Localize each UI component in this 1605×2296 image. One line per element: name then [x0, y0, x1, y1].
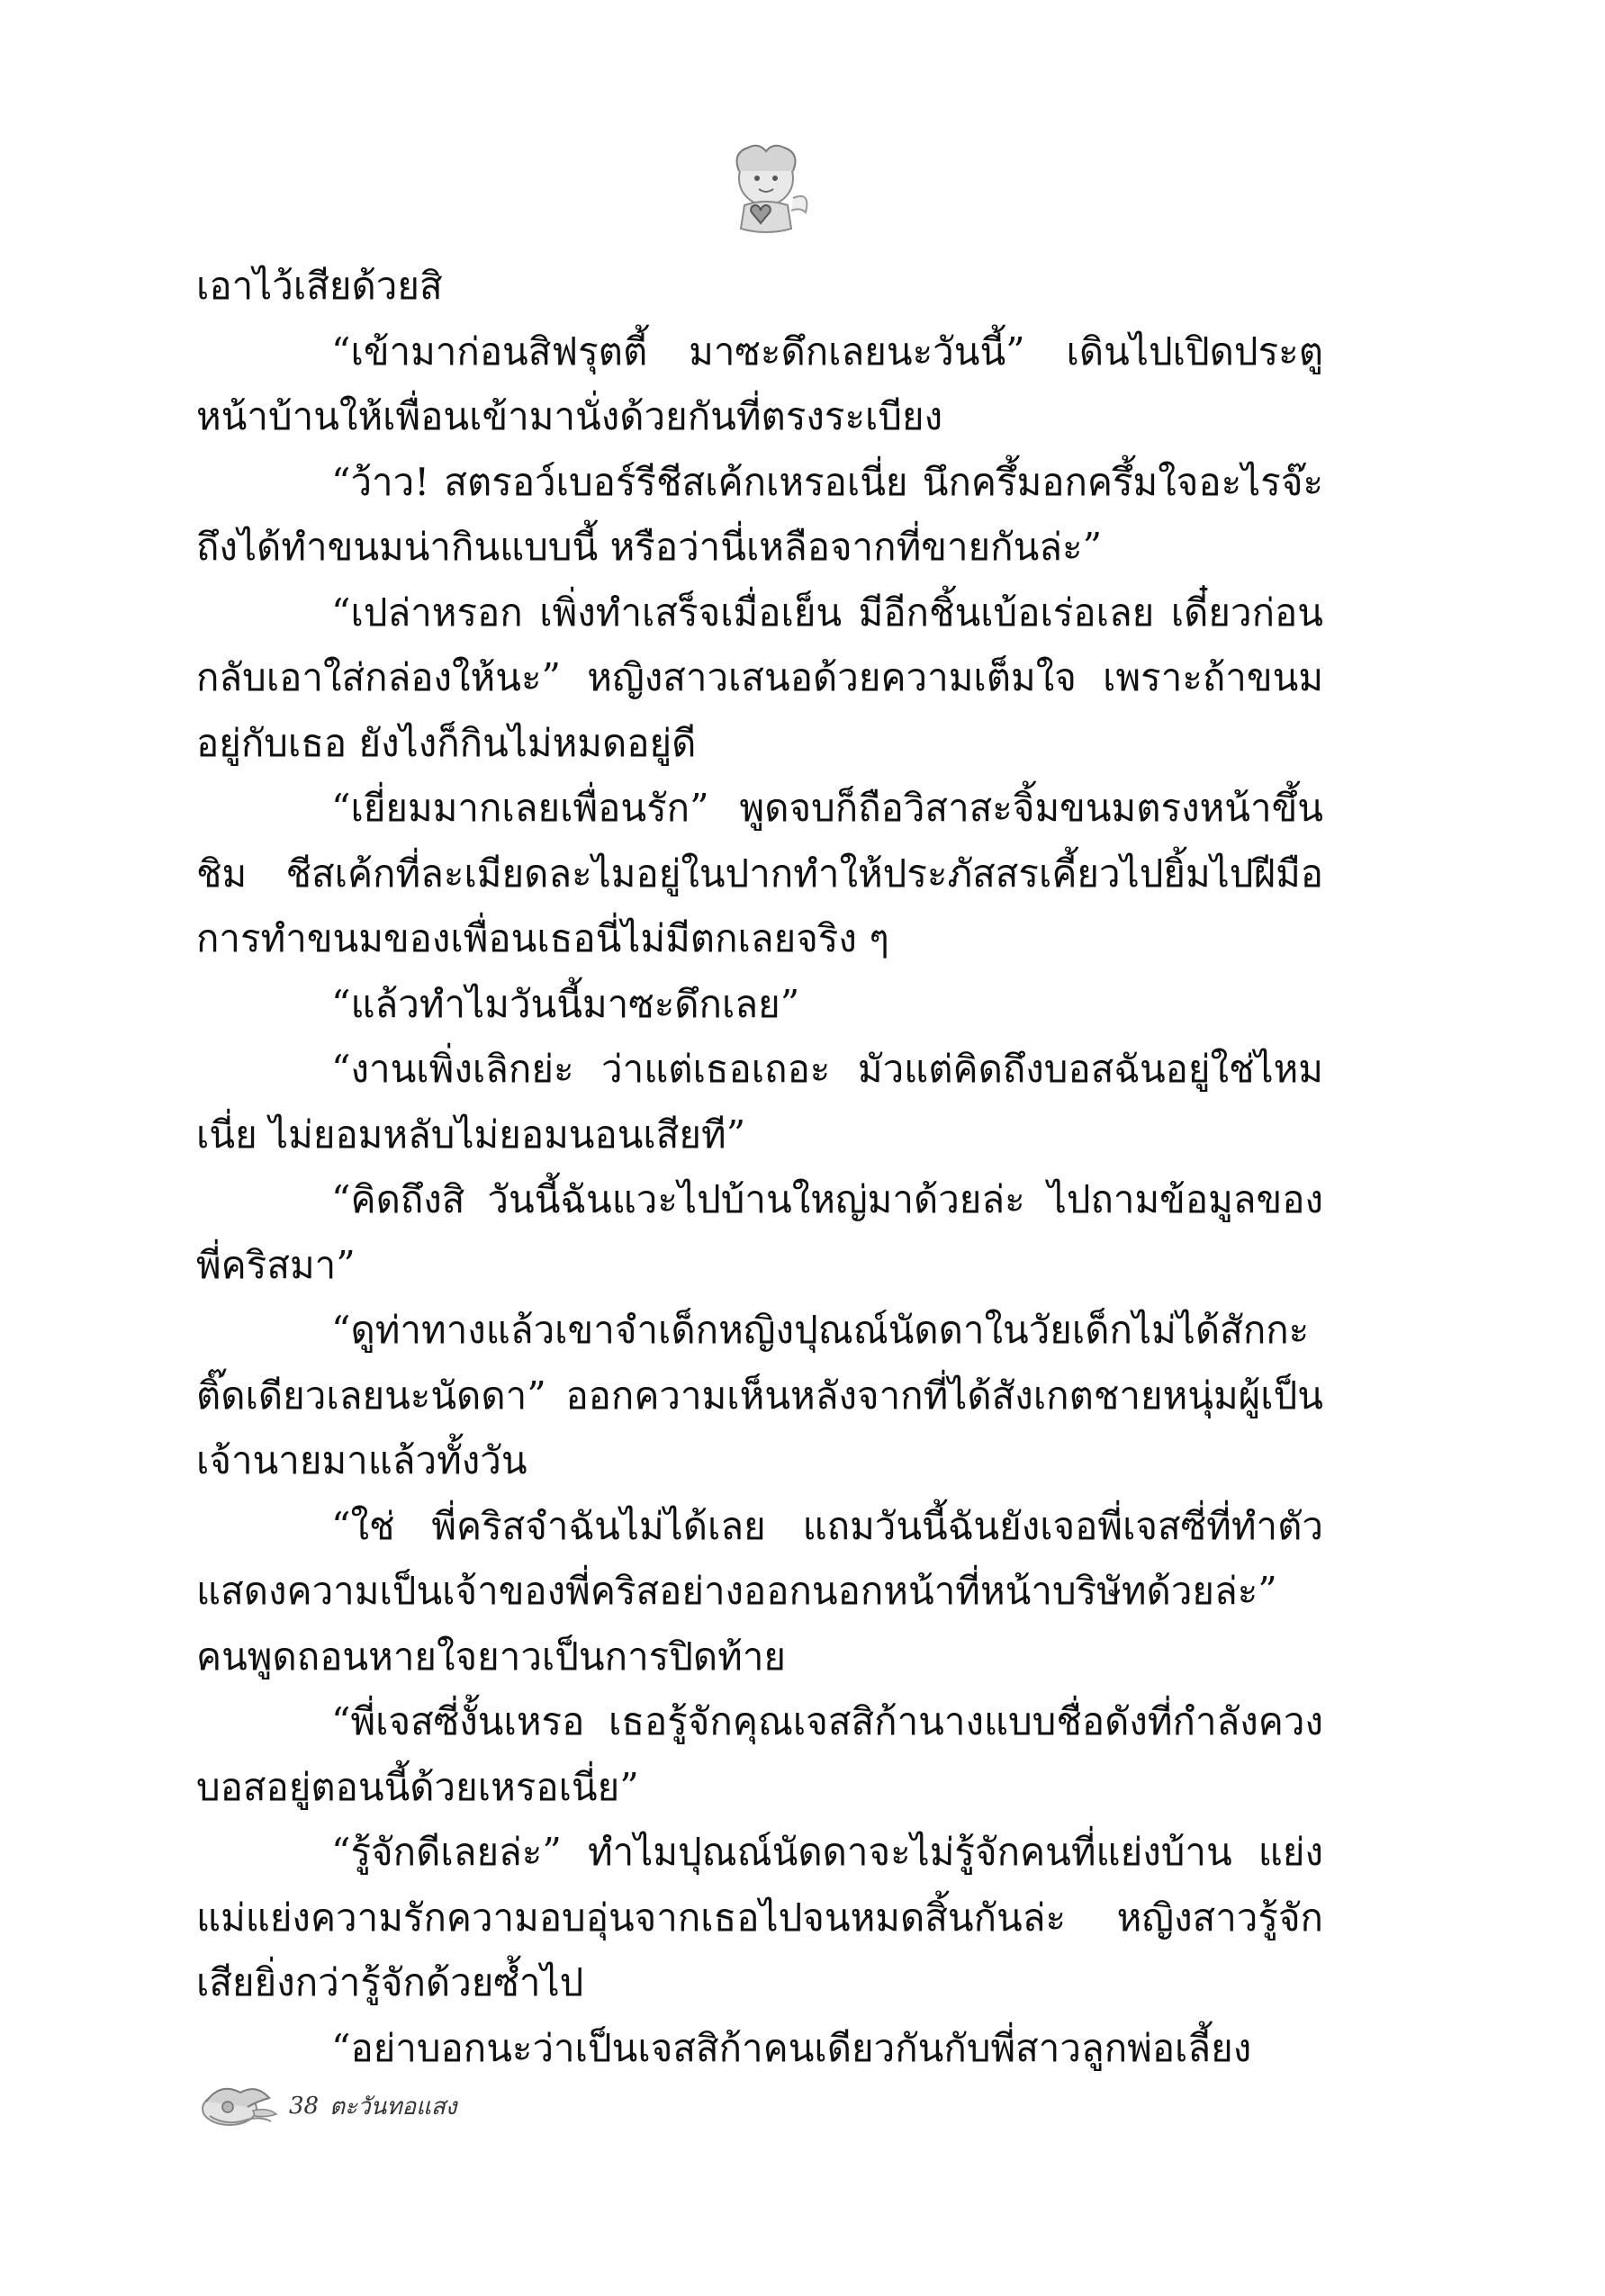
paragraph: เอาไว้เสียด้วยสิ: [196, 264, 443, 308]
page-footer: [194, 2070, 456, 2142]
paragraph: “รู้จักดีเลยล่ะ” ทำไมปุณณ์นัดดาจะไม่รู้จักคนที่แย่งบ้าน แย่งแม่แย่งความรักความอบอุ่นจากเธอไปจนหมดสิ้นกันล่ะ หญิงสาวรู้จักเสียยิ่งกว่ารู้จักด้วยซ้ำไป: [196, 1830, 1323, 2004]
paragraph: “เปล่าหรอก เพิ่งทำเสร็จเมื่อเย็น มีอีกชิ้นเบ้อเร่อเลย เดี๋ยวก่อนกลับเอาใส่กล่องให้นะ” หญิงสาวเสนอด้วยความเต็มใจ เพราะถ้าขนมอยู่กับเธอ ยังไงก็กินไม่หมดอยู่ดี: [196, 590, 1323, 765]
paragraph: “คิดถึงสิ วันนี้ฉันแวะไปบ้านใหญ่มาด้วยล่ะ ไปถามข้อมูลของพี่คริสมา”: [196, 1177, 1323, 1287]
book-title: ตะวันทอแสง: [329, 2093, 457, 2120]
paragraph: “แล้วทำไมวันนี้มาซะดึกเลย”: [331, 981, 800, 1026]
paragraph: “เข้ามาก่อนสิฟรุตตี้ มาซะดึกเลยนะวันนี้” เดินไปเปิดประตูหน้าบ้านให้เพื่อนเข้ามานั่งด้วยกันที่ตรงระเบียง: [196, 329, 1323, 438]
paragraph: “อย่าบอกนะว่าเป็นเจสสิก้าคนเดียวกันกับพี่สาวลูกพ่อเลี้ยง: [331, 2025, 1252, 2070]
paragraph: “งานเพิ่งเลิกย่ะ ว่าแต่เธอเถอะ มัวแต่คิดถึงบอสฉันอยู่ใช่ไหมเนี่ย ไม่ยอมหลับไม่ยอมนอนเสียที”: [196, 1047, 1323, 1157]
footer-flower-ornament-icon: [194, 2075, 284, 2138]
paragraph: “พี่เจสซี่งั้นเหรอ เธอรู้จักคุณเจสสิก้านางแบบชื่อดังที่กำลังควงบอสอยู่ตอนนี้ด้วยเหรอเนี่ย”: [196, 1699, 1323, 1809]
paragraph: “ดูท่าทางแล้วเขาจำเด็กหญิงปุณณ์นัดดาในวัยเด็กไม่ได้สักกะติ๊ดเดียวเลยนะนัดดา” ออกความเห็นหลังจากที่ได้สังเกตชายหนุ่มผู้เป็นเจ้านายมาแล้วทั้งวัน: [196, 1308, 1323, 1482]
story-text: [196, 254, 1323, 2081]
top-cherub-ornament-icon: [712, 135, 820, 243]
paragraph: “ว้าว! สตรอว์เบอร์รีชีสเค้กเหรอเนี่ย นึกครึ้มอกครึ้มใจอะไรจ๊ะถึงได้ทำขนมน่ากินแบบนี้ หรือว่านี่เหลือจากที่ขายกันล่ะ”: [196, 459, 1323, 569]
paragraph: “เยี่ยมมากเลยเพื่อนรัก” พูดจบก็ถือวิสาสะจิ้มขนมตรงหน้าขึ้นชิม ชีสเค้กที่ละเมียดละไมอยู่ในปากทำให้ประภัสสรเคี้ยวไปยิ้มไปฝีมือการทำขนมของเพื่อนเธอนี่ไม่มีตกเลยจริง ๆ: [196, 786, 1323, 960]
paragraph: “ใช่ พี่คริสจำฉันไม่ได้เลย แถมวันนี้ฉันยังเจอพี่เจสซี่ที่ทำตัวแสดงความเป็นเจ้าของพี่คริสอย่างออกนอกหน้าที่หน้าบริษัทด้วยล่ะ” คนพูดถอนหายใจยาวเป็นการปิดท้าย: [196, 1503, 1323, 1679]
page-number: 38: [289, 2093, 320, 2120]
